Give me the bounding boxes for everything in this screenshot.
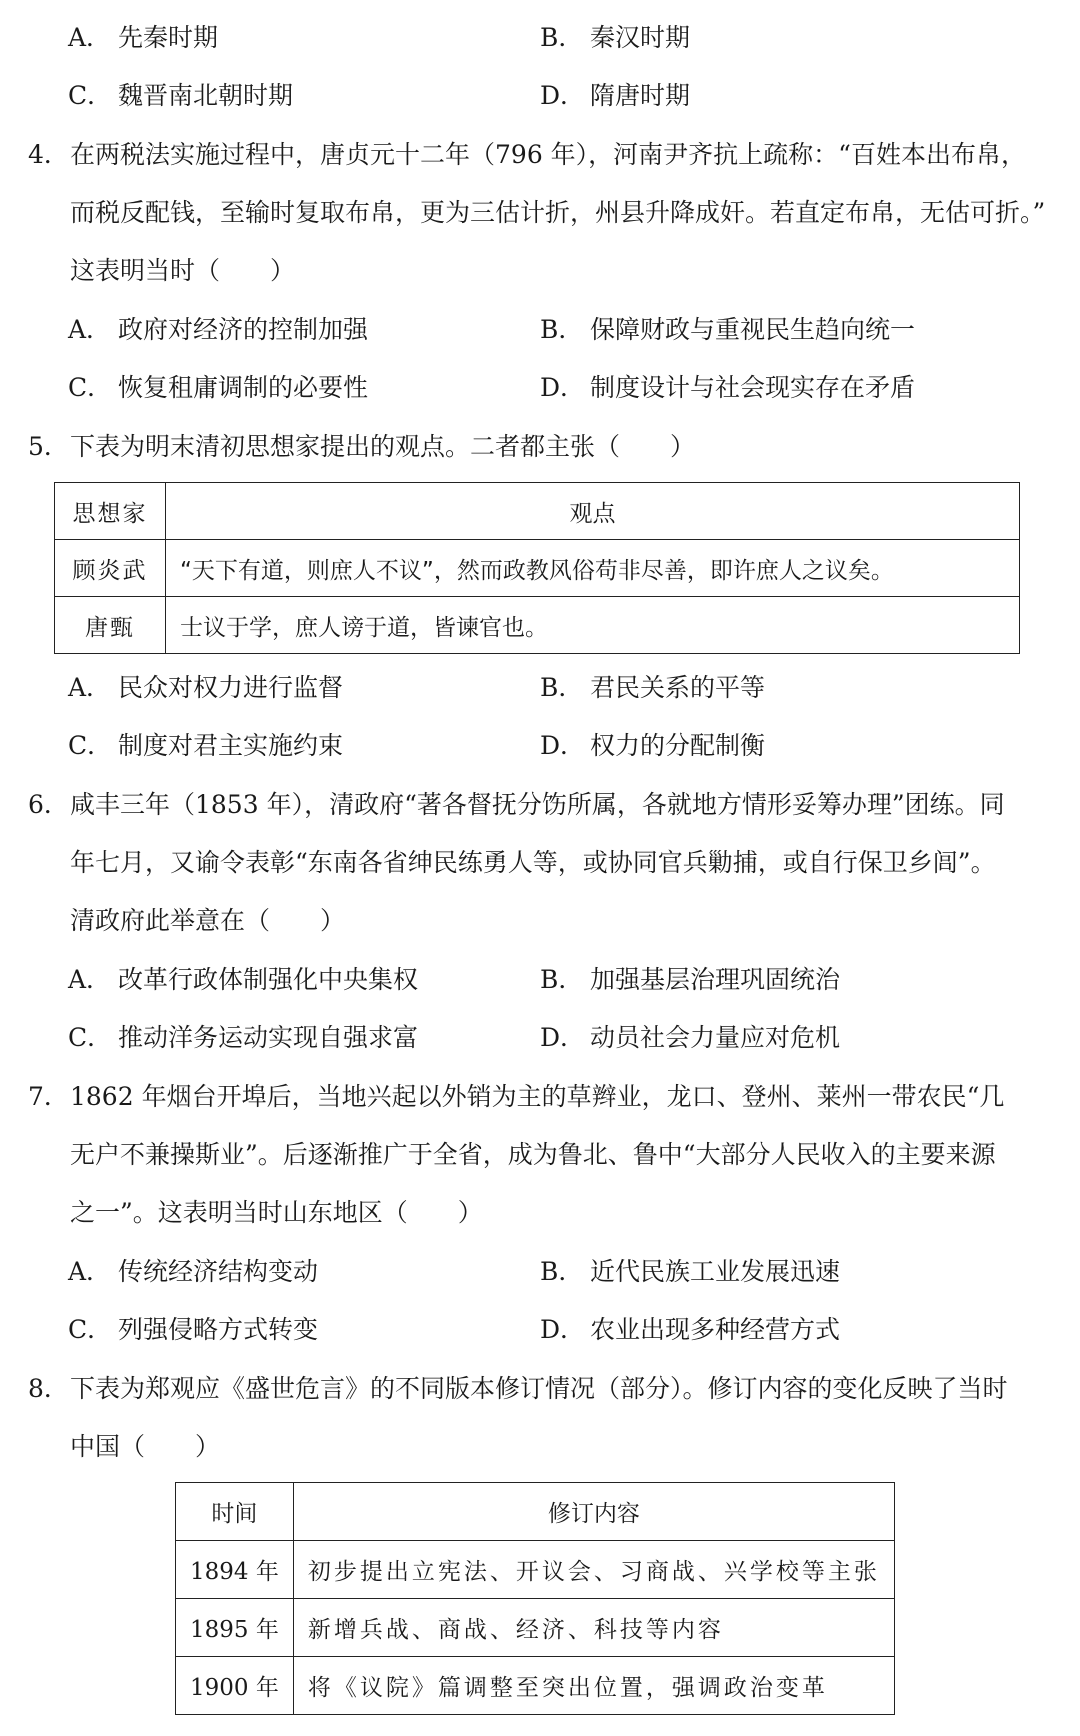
table-cell: 士议于学，庶人谤于道，皆谏官也。 <box>166 597 1020 654</box>
q7-stem-line: 之一”。这表明当时山东地区（ ） <box>70 1198 483 1227</box>
q4-option-d[interactable] <box>540 371 915 405</box>
option-letter: D． <box>540 81 586 110</box>
option-letter: A． <box>68 1257 112 1286</box>
table-row <box>55 597 1020 654</box>
q5-option-d[interactable] <box>540 729 765 763</box>
q6-option-d[interactable] <box>540 1021 840 1055</box>
q8-stem-line: 下表为郑观应《盛世危言》的不同版本修订情况（部分）。修订内容的变化反映了当时 <box>70 1374 1008 1403</box>
q4-stem-line: 这表明当时（ ） <box>70 256 296 285</box>
option-text: 君民关系的平等 <box>590 673 766 702</box>
option-letter: D． <box>540 1315 586 1344</box>
option-letter: A． <box>68 965 112 994</box>
q8-number: 8． <box>28 1374 69 1403</box>
table-header-row <box>176 1483 895 1541</box>
option-letter: B． <box>540 673 584 702</box>
option-text: 魏晋南北朝时期 <box>118 81 294 110</box>
option-letter: D． <box>540 1023 586 1052</box>
q3-option-b[interactable] <box>540 21 690 55</box>
option-letter: C． <box>68 373 113 402</box>
table-header-cell: 修订内容 <box>293 1483 894 1541</box>
q6-number: 6． <box>28 790 69 819</box>
option-text: 推动洋务运动实现自强求富 <box>118 1023 419 1052</box>
option-text: 恢复租庸调制的必要性 <box>118 373 369 402</box>
option-text: 先秦时期 <box>118 23 219 52</box>
table-cell: 新增兵战、商战、经济、科技等内容 <box>293 1599 894 1657</box>
q5-option-b[interactable] <box>540 671 765 705</box>
option-text: 近代民族工业发展迅速 <box>590 1257 841 1286</box>
q8-stem-line: 中国（ ） <box>70 1432 221 1461</box>
table-header-cell: 观点 <box>166 483 1020 540</box>
table-cell: “天下有道，则庶人不议”，然而政教风俗苟非尽善，即许庶人之议矣。 <box>166 540 1020 597</box>
option-letter: B． <box>540 23 584 52</box>
option-text: 保障财政与重视民生趋向统一 <box>590 315 916 344</box>
q4-option-b[interactable] <box>540 313 915 347</box>
table-cell: 唐甄 <box>55 597 166 654</box>
option-text: 加强基层治理巩固统治 <box>590 965 841 994</box>
option-text: 制度对君主实施约束 <box>118 731 344 760</box>
q3-option-a[interactable] <box>68 21 218 55</box>
q6-stem-line: 咸丰三年（1853 年），清政府“著各督抚分饬所属，各就地方情形妥筹办理”团练。同 <box>70 790 1005 819</box>
option-text: 改革行政体制强化中央集权 <box>118 965 419 994</box>
q6-stem-line: 年七月，又谕令表彰“东南各省绅民练勇人等，或协同官兵勦捕，或自行保卫乡闾”。 <box>70 848 996 877</box>
table-header-cell: 思想家 <box>55 483 166 540</box>
option-text: 列强侵略方式转变 <box>118 1315 319 1344</box>
table-cell: 将《议院》篇调整至突出位置，强调政治变革 <box>293 1657 894 1715</box>
table-header-cell: 时间 <box>176 1483 294 1541</box>
q7-stem-line: 1862 年烟台开埠后，当地兴起以外销为主的草辫业，龙口、登州、莱州一带农民“几 <box>70 1082 1005 1111</box>
option-text: 权力的分配制衡 <box>590 731 766 760</box>
q7-stem-line: 无户不兼操斯业”。后逐渐推广于全省，成为鲁北、鲁中“大部分人民收入的主要来源 <box>70 1140 996 1169</box>
option-text: 隋唐时期 <box>590 81 691 110</box>
q4-option-a[interactable] <box>68 313 368 347</box>
table-cell: 1900 年 <box>176 1657 294 1715</box>
q5-option-a[interactable] <box>68 671 343 705</box>
option-letter: B． <box>540 965 584 994</box>
option-letter: C． <box>68 1315 113 1344</box>
table-cell: 初步提出立宪法、开议会、习商战、兴学校等主张 <box>293 1541 894 1599</box>
q6-stem-line: 清政府此举意在（ ） <box>70 906 346 935</box>
q4-option-c[interactable] <box>68 371 368 405</box>
option-text: 制度设计与社会现实存在矛盾 <box>590 373 916 402</box>
option-letter: C． <box>68 81 113 110</box>
option-text: 民众对权力进行监督 <box>118 673 344 702</box>
q4-stem-line: 而税反配钱，至输时复取布帛，更为三估计折，州县升降成奸。若直定布帛，无估可折。” <box>70 198 1046 227</box>
q8-table <box>175 1482 895 1715</box>
table-row <box>176 1541 895 1599</box>
table-row <box>176 1599 895 1657</box>
table-row <box>176 1657 895 1715</box>
q5-option-c[interactable] <box>68 729 343 763</box>
table-row <box>55 540 1020 597</box>
q7-number: 7． <box>28 1082 69 1111</box>
option-letter: A． <box>68 673 112 702</box>
option-text: 秦汉时期 <box>590 23 691 52</box>
option-letter: B． <box>540 1257 584 1286</box>
option-text: 动员社会力量应对危机 <box>590 1023 841 1052</box>
q3-option-c[interactable] <box>68 79 293 113</box>
option-letter: D． <box>540 731 586 760</box>
option-letter: B． <box>540 315 584 344</box>
q3-option-d[interactable] <box>540 79 690 113</box>
q7-option-b[interactable] <box>540 1255 840 1289</box>
option-text: 传统经济结构变动 <box>118 1257 319 1286</box>
table-cell: 1894 年 <box>176 1541 294 1599</box>
q7-option-d[interactable] <box>540 1313 840 1347</box>
q7-option-a[interactable] <box>68 1255 318 1289</box>
table-cell: 1895 年 <box>176 1599 294 1657</box>
q7-option-c[interactable] <box>68 1313 318 1347</box>
option-letter: D． <box>540 373 586 402</box>
option-text: 政府对经济的控制加强 <box>118 315 369 344</box>
option-text: 农业出现多种经营方式 <box>590 1315 841 1344</box>
q4-number: 4． <box>28 140 69 169</box>
q6-option-a[interactable] <box>68 963 418 997</box>
q5-stem-line: 下表为明末清初思想家提出的观点。二者都主张（ ） <box>70 432 696 461</box>
table-cell: 顾炎武 <box>55 540 166 597</box>
option-letter: C． <box>68 731 113 760</box>
table-header-row <box>55 483 1020 540</box>
q6-option-c[interactable] <box>68 1021 418 1055</box>
option-letter: A． <box>68 315 112 344</box>
q5-number: 5． <box>28 432 69 461</box>
option-letter: C． <box>68 1023 113 1052</box>
q4-stem-line: 在两税法实施过程中，唐贞元十二年（796 年），河南尹齐抗上疏称：“百姓本出布帛， <box>70 140 1026 169</box>
q6-option-b[interactable] <box>540 963 840 997</box>
option-letter: A． <box>68 23 112 52</box>
q5-table <box>54 482 1020 654</box>
